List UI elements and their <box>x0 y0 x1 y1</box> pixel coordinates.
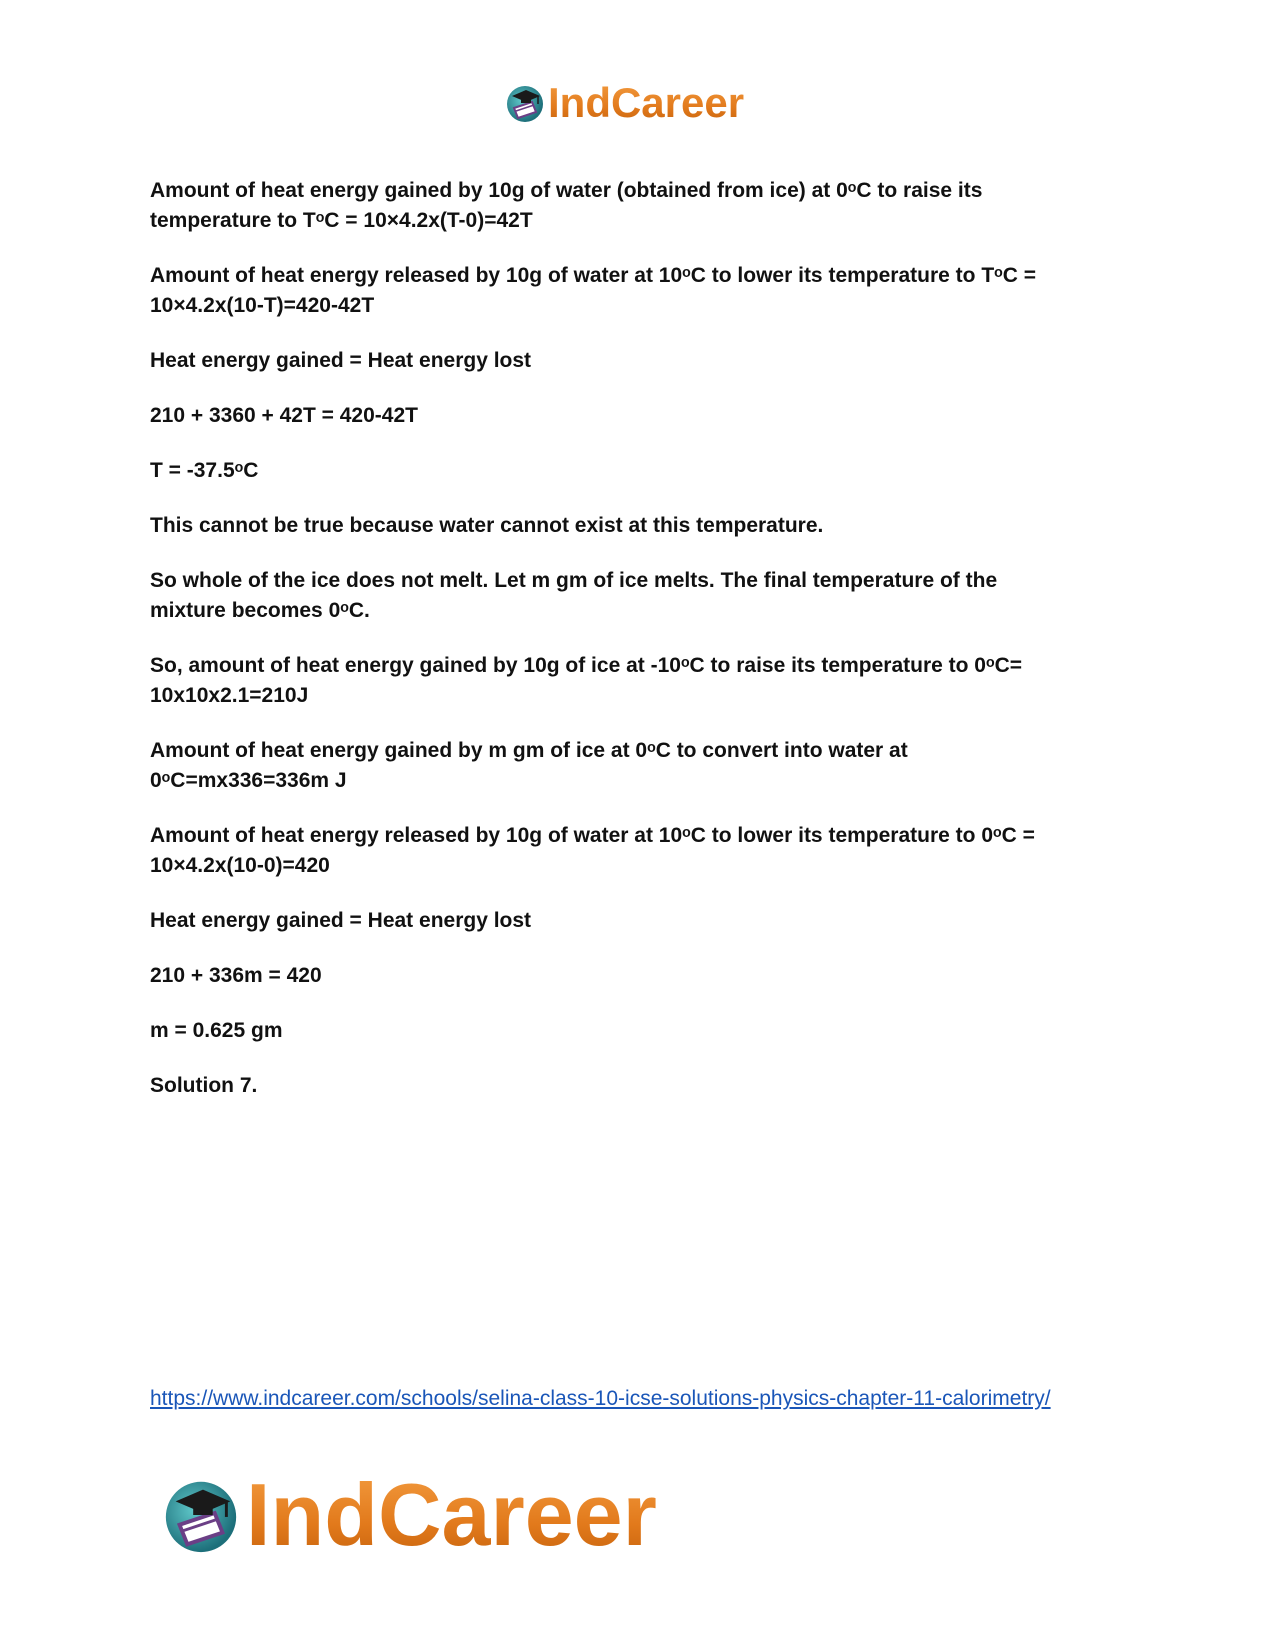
logo-wordmark: IndCareer <box>246 1465 657 1564</box>
header-logo <box>504 80 744 126</box>
paragraph: Heat energy gained = Heat energy lost <box>150 909 532 932</box>
paragraph: So whole of the ice does not melt. Let m gm of ice melts. The final temperature of the mixture becomes 0ᵒC. <box>150 569 998 622</box>
paragraph: This cannot be true because water cannot exist at this temperature. <box>150 514 824 537</box>
document-body <box>150 176 1120 1126</box>
graduation-cap-book-globe-icon <box>160 1474 242 1556</box>
footer-logo <box>160 1465 657 1564</box>
paragraph: 210 + 336m = 420 <box>150 964 322 987</box>
paragraph: Heat energy gained = Heat energy lost <box>150 349 532 372</box>
paragraph: Amount of heat energy gained by 10g of water (obtained from ice) at 0ᵒC to raise its temperature to TᵒC = 10×4.2x(T-0)=42T <box>150 179 983 232</box>
paragraph: So, amount of heat energy gained by 10g of ice at -10ᵒC to raise its temperature to 0ᵒC= 10x10x2.1=210J <box>150 654 1023 707</box>
paragraph: m = 0.625 gm <box>150 1019 283 1042</box>
paragraph: Amount of heat energy released by 10g of water at 10ᵒC to lower its temperature to TᵒC = 10×4.2x(10-T)=420-42T <box>150 264 1037 317</box>
paragraph: T = -37.5ᵒC <box>150 459 259 482</box>
logo-wordmark: IndCareer <box>548 79 745 126</box>
source-link[interactable]: https://www.indcareer.com/schools/selina-class-10-icse-solutions-physics-chapter-11-calorimetry/ <box>150 1387 1051 1410</box>
paragraph: 210 + 3360 + 42T = 420-42T <box>150 404 418 427</box>
paragraph: Amount of heat energy released by 10g of water at 10ᵒC to lower its temperature to 0ᵒC = 10×4.2x(10-0)=420 <box>150 824 1035 877</box>
graduation-cap-book-globe-icon <box>504 82 546 124</box>
paragraph: Amount of heat energy gained by m gm of ice at 0ᵒC to convert into water at 0ᵒC=mx336=336m J <box>150 739 908 792</box>
solution-heading: Solution 7. <box>150 1074 258 1097</box>
